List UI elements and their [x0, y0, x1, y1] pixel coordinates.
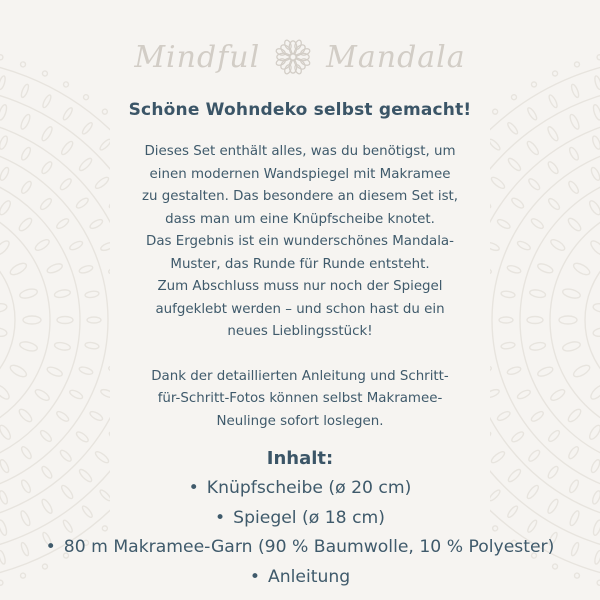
description — [100, 141, 500, 433]
beginner-paragraph — [100, 366, 500, 434]
list-item — [0, 474, 600, 504]
intro-line: dass man um eine Knüpfscheibe knotet. — [165, 211, 435, 227]
intro-line: Zum Abschluss muss nur noch der Spiegel — [157, 279, 443, 294]
intro-line: Dieses Set enthält alles, was du benötigst, um — [144, 144, 456, 159]
list-item-text: Spiegel (ø 18 cm) — [233, 507, 385, 528]
bullet-icon: • — [249, 566, 260, 587]
beginner-line: Neulinge sofort loslegen. — [216, 413, 384, 429]
headline: Schöne Wohndeko selbst gemacht! — [128, 100, 472, 120]
intro-line: einen modernen Wandspiegel mit Makramee — [149, 166, 451, 182]
intro-line: aufgeklebt werden – und schon hast du ein — [155, 301, 445, 317]
list-item — [0, 563, 600, 593]
list-item-text: Anleitung — [267, 566, 351, 587]
contents-title: Inhalt: — [266, 448, 334, 469]
intro-line: Das Ergebnis ist ein wunderschönes Mandala- — [146, 234, 454, 249]
contents-list — [0, 474, 600, 592]
beginner-line: Dank der detaillierten Anleitung und Schritt- — [151, 368, 449, 384]
list-item — [0, 533, 600, 563]
mandala-flower-icon — [274, 38, 312, 76]
intro-line: neues Lieblingsstück! — [227, 324, 373, 339]
list-item-text: Knüpfscheibe (ø 20 cm) — [206, 478, 412, 498]
brand-word-mindful: Mindful — [134, 39, 261, 75]
bullet-icon: • — [215, 507, 226, 528]
brand-word-mandala: Mandala — [326, 39, 466, 75]
intro-line: zu gestalten. Das besondere an diesem Set ist, — [141, 189, 459, 204]
list-item-text: 80 m Makramee-Garn (90 % Baumwolle, 10 % Polyester) — [63, 537, 555, 557]
bullet-icon: • — [45, 537, 56, 557]
brand-logo — [0, 38, 600, 76]
intro-paragraph — [100, 141, 500, 344]
bullet-icon: • — [188, 478, 199, 498]
intro-line: Muster, das Runde für Runde entsteht. — [170, 256, 430, 272]
beginner-line: für-Schritt-Fotos können selbst Makramee- — [157, 391, 443, 406]
list-item — [0, 504, 600, 534]
